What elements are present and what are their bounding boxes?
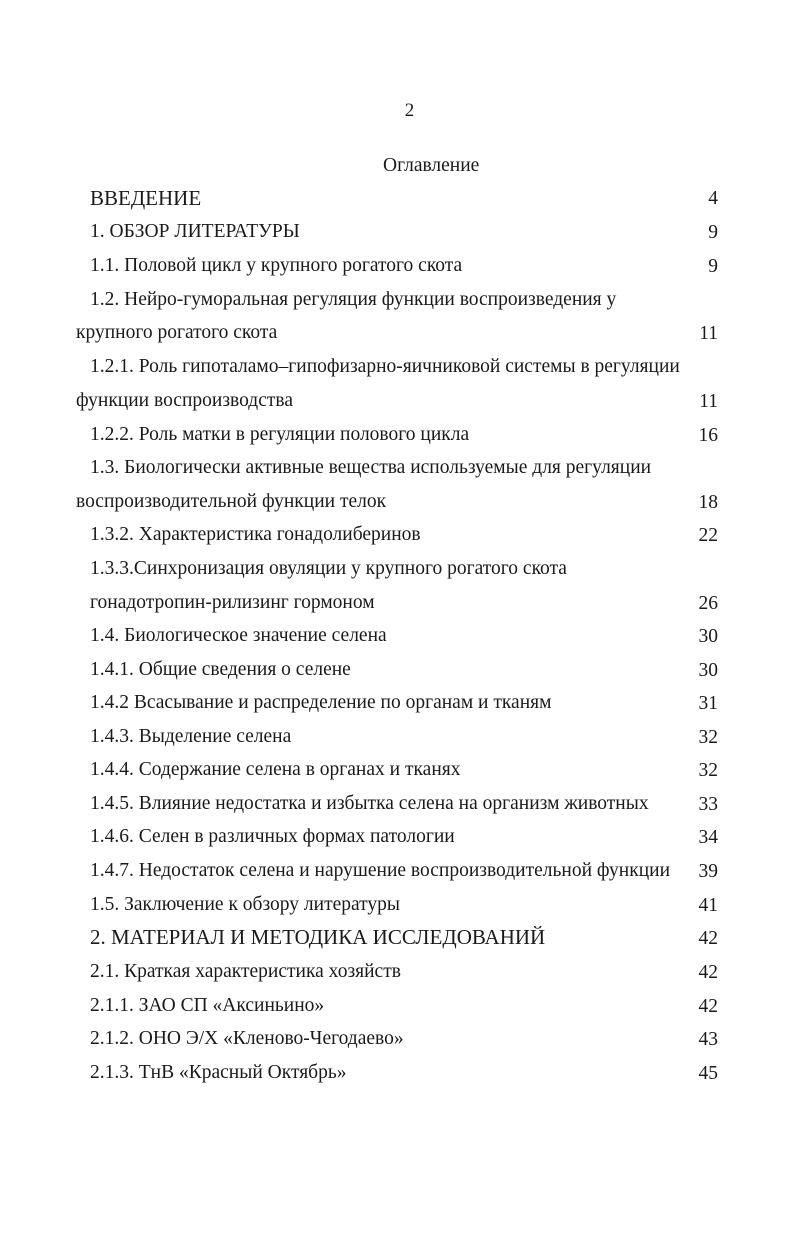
toc-entry-text: функции воспроизводства bbox=[76, 390, 293, 411]
toc-entry-text: 1.4. Биологическое значение селена bbox=[90, 625, 387, 646]
toc-entry-text: 1.4.4. Содержание селена в органах и тканях bbox=[90, 759, 461, 780]
toc-entry-page: 16 bbox=[698, 425, 718, 446]
toc-entry-page: 31 bbox=[698, 693, 718, 714]
toc-entry-page: 11 bbox=[699, 323, 718, 344]
toc-entry-page: 4 bbox=[708, 188, 718, 209]
toc-entry-page: 34 bbox=[698, 827, 718, 848]
toc-entry-text: 1.5. Заключение к обзору литературы bbox=[90, 894, 401, 915]
toc-entry-page: 42 bbox=[698, 928, 718, 949]
toc-entry-text: 2.1. Краткая характеристика хозяйств bbox=[90, 961, 401, 982]
toc-entry-page: 30 bbox=[698, 660, 718, 681]
toc-entry-page: 33 bbox=[698, 794, 718, 815]
toc-entry-page: 9 bbox=[708, 256, 718, 277]
toc-entry-page: 32 bbox=[698, 727, 718, 748]
toc-entry-text: 2. МАТЕРИАЛ И МЕТОДИКА ИССЛЕДОВАНИЙ bbox=[90, 925, 546, 949]
toc-entry-text: 1.3.2. Характеристика гонадолиберинов bbox=[90, 524, 421, 545]
toc-entry-text: 1.3.3.Синхронизация овуляции у крупного рогатого скота bbox=[90, 558, 567, 579]
toc-entry-page: 9 bbox=[708, 222, 718, 243]
toc-entry-page: 32 bbox=[698, 760, 718, 781]
toc-entry-text: 1.4.5. Влияние недостатка и избытка селена на организм животных bbox=[90, 793, 649, 814]
toc-entry-text: 1.4.3. Выделение селена bbox=[90, 726, 292, 747]
toc-entry-text: 2.1.1. ЗАО СП «Аксиньино» bbox=[90, 995, 325, 1016]
toc-entry-page: 45 bbox=[698, 1063, 718, 1084]
toc-entry-text: 2.1.3. ТнВ «Красный Октябрь» bbox=[90, 1062, 347, 1083]
toc-entry-text: 1.4.6. Селен в различных формах патологии bbox=[90, 826, 455, 847]
toc-entry-page: 30 bbox=[698, 626, 718, 647]
toc-entry-text: 1.4.7. Недостаток селена и нарушение воспроизводительной функции bbox=[90, 860, 671, 881]
toc-entry-text: 1.3. Биологически активные вещества используемые для регуляции bbox=[90, 457, 652, 478]
toc-entry-page: 43 bbox=[698, 1029, 718, 1050]
toc-entry-text: гонадотропин-рилизинг гормоном bbox=[90, 592, 375, 613]
toc-entry-text: 1.1. Половой цикл у крупного рогатого скота bbox=[90, 255, 463, 276]
toc-entry-text: 1.2.2. Роль матки в регуляции полового цикла bbox=[90, 424, 470, 445]
toc-entry-text: 1.4.2 Всасывание и распределение по органам и тканям bbox=[90, 692, 552, 713]
toc-title: Оглавление bbox=[383, 155, 480, 176]
page-number: 2 bbox=[404, 100, 415, 121]
toc-entry-text: 1.2. Нейро-гуморальная регуляция функции воспроизведения у bbox=[90, 289, 617, 310]
toc-entry-text: 2.1.2. ОНО Э/Х «Кленово-Чегодаево» bbox=[90, 1028, 404, 1049]
toc-entry-text: ВВЕДЕНИЕ bbox=[90, 186, 202, 210]
toc-entry-text: 1.2.1. Роль гипоталамо–гипофизарно-яичниковой системы в регуляции bbox=[90, 356, 680, 377]
toc-entry-text: крупного рогатого скота bbox=[76, 322, 278, 343]
toc-entry-page: 39 bbox=[698, 861, 718, 882]
toc-entry-page: 42 bbox=[698, 996, 718, 1017]
toc-entry-text: воспроизводительной функции телок bbox=[76, 491, 387, 512]
toc-entry-page: 26 bbox=[698, 593, 718, 614]
toc-entry-text: 1.4.1. Общие сведения о селене bbox=[90, 659, 351, 680]
toc-entry-page: 22 bbox=[698, 525, 718, 546]
toc-entry-page: 41 bbox=[698, 895, 718, 916]
toc-entry-page: 42 bbox=[698, 962, 718, 983]
toc-entry-page: 18 bbox=[698, 492, 718, 513]
toc-entry-text: 1. ОБЗОР ЛИТЕРАТУРЫ bbox=[90, 221, 300, 242]
toc-entry-page: 11 bbox=[699, 391, 718, 412]
